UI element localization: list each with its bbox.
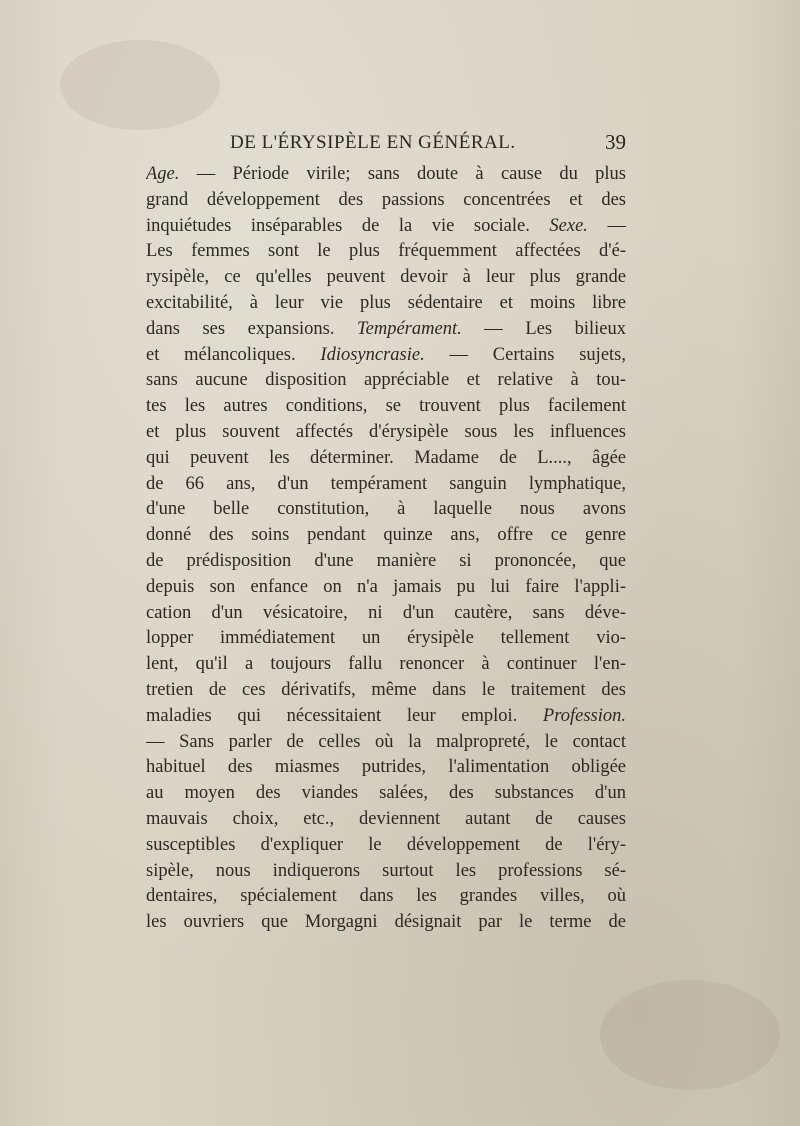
text-line	[146, 420, 626, 446]
text-line	[146, 652, 626, 678]
text-run: les ouvriers que Morgagni désignait par le terme de	[146, 912, 626, 933]
text-line	[146, 807, 626, 833]
text-line	[146, 730, 626, 756]
text-run: sans aucune disposition appréciable et relative à tou-	[146, 370, 626, 391]
text-run: lopper immédiatement un érysipèle tellement vio-	[146, 628, 626, 649]
text-run: lent, qu'il a toujours fallu renoncer à continuer l'en-	[146, 654, 626, 675]
text-run: Les femmes sont le plus fréquemment affectées d'é-	[146, 241, 626, 262]
text-run: sipèle, nous indiquerons surtout les professions sé-	[146, 860, 626, 881]
text-line	[146, 265, 626, 291]
text-run: et mélancoliques.	[146, 344, 321, 365]
text-line	[146, 497, 626, 523]
text-line	[146, 781, 626, 807]
text-run: grand développement des passions concentrées et des	[146, 189, 626, 210]
text-run: habituel des miasmes putrides, l'alimentation obligée	[146, 757, 626, 778]
text-run: donné des soins pendant quinze ans, offre ce genre	[146, 525, 626, 546]
text-line	[146, 368, 626, 394]
text-line	[146, 626, 626, 652]
text-line	[146, 343, 626, 369]
text-run: tretien de ces dérivatifs, même dans le traitement des	[146, 679, 626, 700]
italic-term: Tempérament.	[357, 318, 462, 339]
italic-term: Profession.	[542, 705, 626, 726]
text-run: rysipèle, ce qu'elles peuvent devoir à leur plus grande	[146, 267, 626, 288]
text-run: inquiétudes inséparables de la vie sociale.	[146, 215, 550, 236]
italic-term: Idiosyncrasie.	[320, 344, 425, 365]
text-line	[146, 859, 626, 885]
text-line	[146, 394, 626, 420]
text-line	[146, 446, 626, 472]
text-line	[146, 317, 626, 343]
text-line	[146, 884, 626, 910]
paper-stain	[60, 40, 220, 130]
text-run: de prédisposition d'une manière si prononcée, que	[146, 550, 626, 571]
body-text	[146, 162, 626, 936]
text-line	[146, 833, 626, 859]
text-line	[146, 549, 626, 575]
text-run: dans ses expansions.	[146, 318, 358, 339]
text-run: susceptibles d'expliquer le développement de l'éry-	[146, 834, 626, 855]
running-title: DE L'ÉRYSIPÈLE EN GÉNÉRAL.	[230, 132, 516, 153]
text-line	[146, 472, 626, 498]
text-run: mauvais choix, etc., deviennent autant de causes	[146, 808, 626, 829]
text-run: excitabilité, à leur vie plus sédentaire et moins libre	[146, 292, 626, 313]
text-line	[146, 678, 626, 704]
text-line	[146, 601, 626, 627]
text-run: et plus souvent affectés d'érysipèle sous les influences	[146, 421, 626, 442]
text-run: d'une belle constitution, à laquelle nous avons	[146, 499, 626, 520]
text-run: — Sans parler de celles où la malpropreté, le contact	[146, 731, 626, 752]
text-run: maladies qui nécessitaient leur emploi.	[146, 705, 543, 726]
page-number: 39	[605, 130, 626, 154]
text-run: cation d'un vésicatoire, ni d'un cautère, sans déve-	[146, 602, 626, 623]
text-run: de 66 ans, d'un tempérament sanguin lymphatique,	[146, 473, 626, 494]
text-line	[146, 291, 626, 317]
text-run: depuis son enfance on n'a jamais pu lui faire l'appli-	[146, 576, 626, 597]
text-line	[146, 239, 626, 265]
text-run: — Certains sujets,	[424, 344, 626, 365]
text-line	[146, 704, 626, 730]
text-run: —	[587, 215, 626, 236]
text-line	[146, 214, 626, 240]
text-line	[146, 188, 626, 214]
text-run: — Les bilieux	[461, 318, 626, 339]
text-run: dentaires, spécialement dans les grandes villes, où	[146, 886, 626, 907]
running-head	[146, 126, 626, 156]
text-run: au moyen des viandes salées, des substances d'un	[146, 783, 626, 804]
paper-stain	[600, 980, 780, 1090]
text-line	[146, 575, 626, 601]
text-line	[146, 755, 626, 781]
text-line	[146, 910, 626, 936]
text-run: qui peuvent les déterminer. Madame de L...., âgée	[146, 447, 626, 468]
text-run: — Période virile; sans doute à cause du plus	[179, 164, 626, 184]
italic-term: Sexe.	[549, 215, 588, 236]
text-line	[146, 523, 626, 549]
text-run: tes les autres conditions, se trouvent plus facilement	[146, 396, 626, 417]
italic-term: Age.	[146, 164, 180, 184]
text-line	[146, 162, 626, 188]
